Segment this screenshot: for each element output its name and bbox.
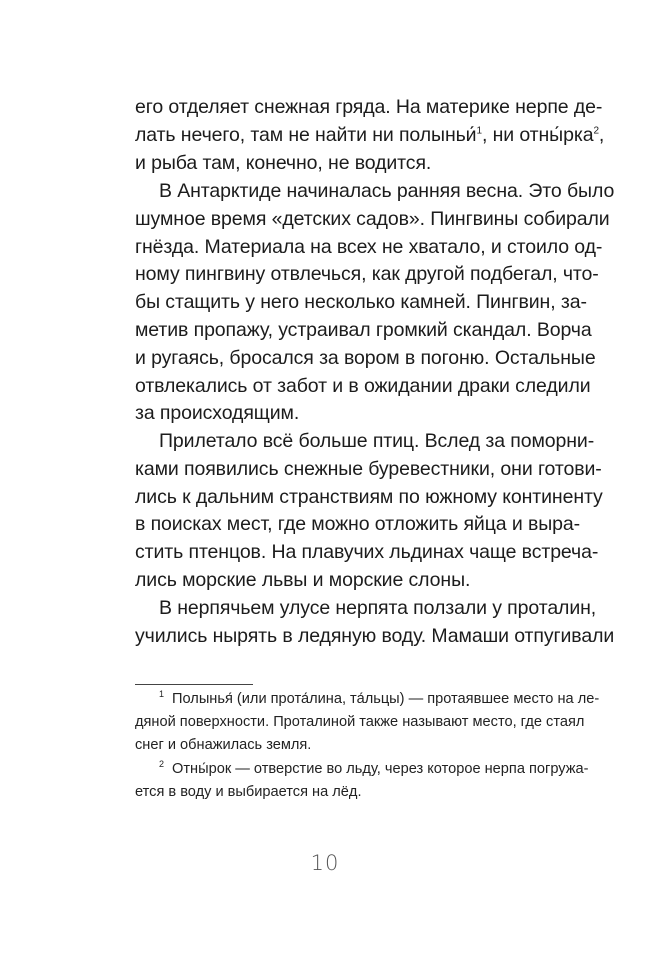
footnote-line: ется в воду и выбирается на лёд. <box>135 783 362 800</box>
text-line: отвлекались от забот и в ожидании драки следили <box>135 374 591 397</box>
paragraph-4 <box>135 595 615 651</box>
text-line: и ругаясь, бросался за вором в погоню. Остальные <box>135 346 596 369</box>
footnote-line: снег и обнажилась земля. <box>135 736 312 753</box>
footnote-ref-2[interactable]: 2 <box>593 125 599 137</box>
text-line: и рыба там, конечно, не водится. <box>135 151 432 174</box>
text-line: бы стащить у него несколько камней. Пингвин, за- <box>135 291 587 314</box>
text-line: метив пропажу, устраивал громкий скандал. Ворча <box>135 318 592 341</box>
footnote-mark: 2 <box>159 759 165 770</box>
text-line: ному пингвину отвлечься, как другой подбегал, что- <box>135 263 599 286</box>
text-line: его отделяет снежная гряда. На материке нерпе де- <box>135 96 603 118</box>
footnote-ref-1[interactable]: 1 <box>476 125 482 137</box>
text-line: стить птенцов. На плавучих льдинах чаще встреча- <box>135 541 599 564</box>
text-line: ками появились снежные буревестники, они готови- <box>135 457 602 480</box>
text-line: учились нырять в ледяную воду. Мамаши отпугивали <box>135 624 615 647</box>
text-line: гнёзда. Материала на всех не хватало, и стоило од- <box>135 235 603 258</box>
footnote-1 <box>135 688 600 756</box>
footnote-line: дяной поверхности. Проталиной также называют место, где стаял <box>135 713 585 730</box>
text-line: В Антарктиде начиналась ранняя весна. Это было <box>159 180 615 202</box>
text-line: Прилетало всё больше птиц. Вслед за поморни- <box>159 430 595 452</box>
footnote-mark: 1 <box>159 689 165 700</box>
text-line: лись морские львы и морские слоны. <box>135 568 471 591</box>
paragraph-3 <box>135 428 603 595</box>
text-line: лись к дальним странствиям по южному континенту <box>135 485 603 508</box>
footnote-line <box>135 688 600 711</box>
paragraph-1 <box>135 94 605 177</box>
text-fragment: лать нечего, там не найти ни полыньи́ <box>135 123 477 146</box>
footnote-line <box>135 758 589 781</box>
footnote-text: Отны́рок — отверстие во льду, через которое нерпа погружа- <box>172 761 589 777</box>
footnote-text: Полынья́ (или прота́лина, та́льцы) — протаявшее место на ле- <box>172 691 600 707</box>
text-line: шумное время «детских садов». Пингвины собирали <box>135 207 610 230</box>
text-line: в поисках мест, где можно отложить яйца и выра- <box>135 513 581 536</box>
text-line: за происходящим. <box>135 402 300 425</box>
text-line: В нерпячьем улусе нерпята ползали у проталин, <box>159 597 597 619</box>
paragraph-2 <box>135 178 615 428</box>
footnote-2 <box>135 758 589 804</box>
text-fragment: , ни отны́рка <box>481 123 594 146</box>
page-number: 10 <box>310 851 340 875</box>
footnote-divider <box>135 684 253 685</box>
text-fragment: , <box>598 123 605 146</box>
text-line-with-footnotes <box>135 122 605 150</box>
